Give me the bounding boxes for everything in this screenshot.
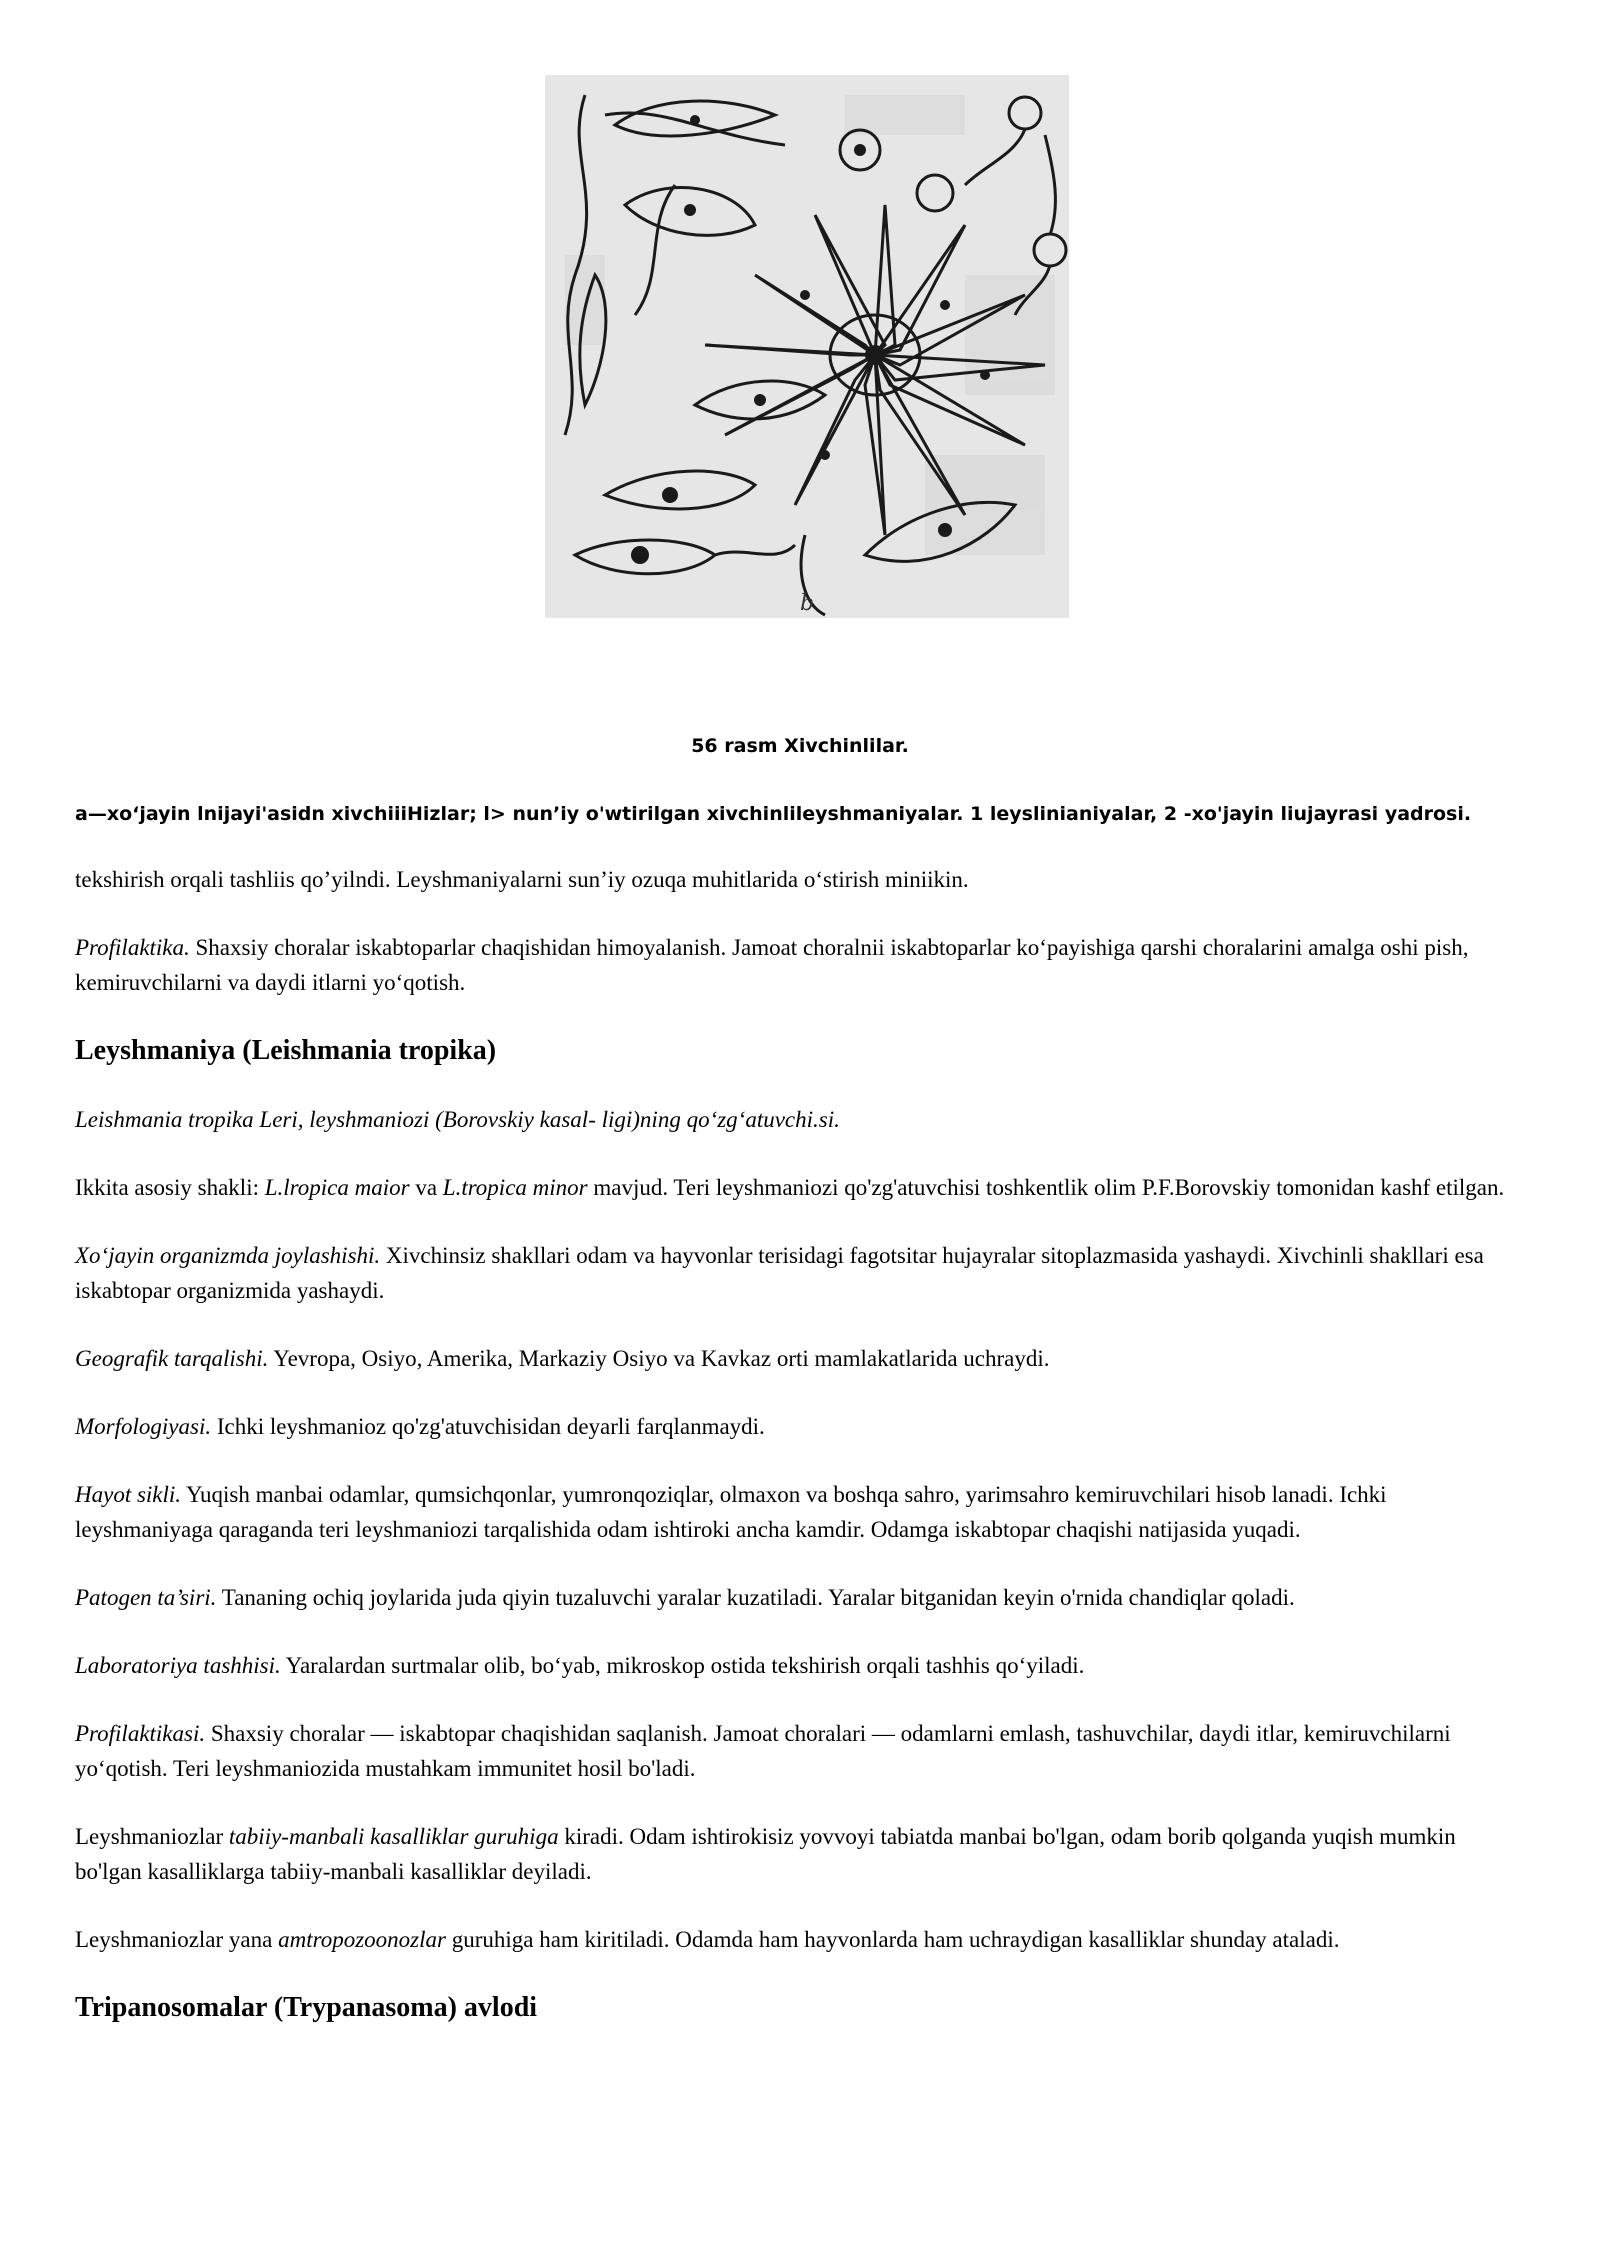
paragraph-causative bbox=[75, 1102, 1515, 1137]
morphology-text: Ichki leyshmanioz qo'zg'atuvchisidan deyarli farqlanmaydi. bbox=[211, 1414, 765, 1439]
lab-diagnosis-text: Yaralardan surtmalar olib, bo‘yab, mikroskop ostida tekshirish orqali tashhis qo‘yiladi. bbox=[280, 1653, 1085, 1678]
life-cycle-text: Yuqish manbai odamlar, qumsichqonlar, yumronqoziqlar, olmaxon va boshqa sahro, yarimsahro kemiruvchilari hisob lanadi. Ichki leyshmaniyaga qaraganda teri leyshmaniozi tarqalishida odam ishtiroki ancha kamdir. Odamga iskabtopar chaqishi natijasida yuqadi. bbox=[75, 1482, 1387, 1542]
pathogenic-text: Tananing ochiq joylarida juda qiyin tuzaluvchi yaralar kuzatiladi. Yaralar bitganidan keyin o'rnida chandiqlar qoladi. bbox=[216, 1585, 1295, 1610]
anthropo-text-1: Leyshmaniozlar yana bbox=[75, 1927, 279, 1952]
section-heading-trypanosoma: Tripanosomalar (Trypanasoma) avlodi bbox=[75, 1992, 538, 2023]
paragraph-intro: tekshirish orqali tashliis qo’yilndi. Leyshmaniyalarni sun’iy ozuqa muhitlarida o‘stirish miniikin. bbox=[75, 867, 969, 892]
paragraph-forms bbox=[75, 1170, 1515, 1205]
prophylaxis-2-label: Profilaktikasi. bbox=[75, 1721, 206, 1746]
prophylaxis-label: Profilaktika. bbox=[75, 935, 190, 960]
section-heading-leishmania: Leyshmaniya (Leishmania tropika) bbox=[75, 1035, 497, 1066]
anthropo-text-2: guruhiga ham kiritiladi. Odamda ham hayvonlarda ham uchraydigan kasalliklar shunday ataladi. bbox=[445, 1927, 1340, 1952]
life-cycle-label: Hayot sikli. bbox=[75, 1482, 182, 1507]
article-body bbox=[75, 862, 1515, 2059]
forms-text-2: va bbox=[409, 1175, 443, 1200]
location-text: Xivchinsiz shakllari odam va hayvonlar terisidagi fagotsitar hujayralar sitoplazmasida yashaydi. Xivchinli shakllari esa iskabtopar organizmida yashaydi. bbox=[75, 1243, 1484, 1303]
forms-species-major: L.lropica maior bbox=[264, 1175, 410, 1200]
prophylaxis-text: Shaxsiy choralar iskabtoparlar chaqishidan himoyalanish. Jamoat choralnii iskabtoparlar ko‘payishiga qarshi choralarini amalga oshi pish, kemiruvchilarni va daydi itlarni yo‘qotish. bbox=[75, 935, 1469, 995]
paragraph-anthropozoonoses bbox=[75, 1922, 1515, 1957]
natural-text-2: kiradi. Odam ishtirokisiz yovvoyi tabiatda manbai bo'lgan, odam borib qolganda yuqish mumkin bo'lgan kasalliklarga tabiiy-manbali kasalliklar deyiladi. bbox=[75, 1824, 1456, 1884]
forms-text-1: Ikkita asosiy shakli: bbox=[75, 1175, 265, 1200]
paragraph-prophylaxis bbox=[75, 930, 1515, 1000]
figure-caption-title: 56 rasm Xivchinlilar. bbox=[691, 735, 909, 757]
anthropo-term: amtropozoonozlar bbox=[278, 1927, 446, 1952]
causative-text: Leishmania tropika Leri, leyshmaniozi (Borovskiy kasal- ligi)ning qo‘zg‘atuvchi.si. bbox=[75, 1107, 840, 1132]
natural-text-1: Leyshmaniozlar bbox=[75, 1824, 229, 1849]
geography-text: Yevropa, Osiyo, Amerika, Markaziy Osiyo va Kavkaz orti mamlakatlarida uchraydi. bbox=[268, 1346, 1050, 1371]
flagellates-illustration bbox=[545, 75, 1069, 618]
figure-caption-legend: a—xo‘jayin lnijayi'asidn xivchiiiHizlar; l> nun’iy o'wtirilgan xivchinlileyshmaniyalar. 1 leyslinianiyalar, 2 -xo'jayin liujayrasi yadrosi. bbox=[75, 803, 1472, 825]
paragraph-prophylaxis-2 bbox=[75, 1716, 1515, 1786]
paragraph-morphology bbox=[75, 1409, 1515, 1444]
paragraph-pathogenic-effect bbox=[75, 1580, 1515, 1615]
forms-species-minor: L.tropica minor bbox=[442, 1175, 588, 1200]
lab-diagnosis-label: Laboratoriya tashhisi. bbox=[75, 1653, 281, 1678]
forms-text-3: mavjud. Teri leyshmaniozi qo'zg'atuvchisi toshkentlik olim P.F.Borovskiy tomonidan kashf etilgan. bbox=[587, 1175, 1505, 1200]
paragraph-geography bbox=[75, 1341, 1515, 1376]
paragraph-natural-focus bbox=[75, 1819, 1515, 1889]
paragraph-lab-diagnosis bbox=[75, 1648, 1515, 1683]
pathogenic-label: Patogen ta’siri. bbox=[75, 1585, 217, 1610]
morphology-label: Morfologiyasi. bbox=[75, 1414, 212, 1439]
prophylaxis-2-text: Shaxsiy choralar — iskabtopar chaqishidan saqlanish. Jamoat choralari — odamlarni emlash, tashuvchilar, daydi itlar, kemiruvchilarni yo‘qotish. Teri leyshmaniozida mustahkam immunitet hosil bo'ladi. bbox=[75, 1721, 1451, 1781]
paragraph-life-cycle bbox=[75, 1477, 1515, 1547]
natural-term: tabiiy-manbali kasalliklar guruhiga bbox=[228, 1824, 559, 1849]
geography-label: Geografik tarqalishi. bbox=[75, 1346, 269, 1371]
figure-label: b bbox=[800, 591, 815, 616]
paragraph-location bbox=[75, 1238, 1515, 1308]
location-label: Xo‘jayin organizmda joylashishi. bbox=[75, 1243, 381, 1268]
